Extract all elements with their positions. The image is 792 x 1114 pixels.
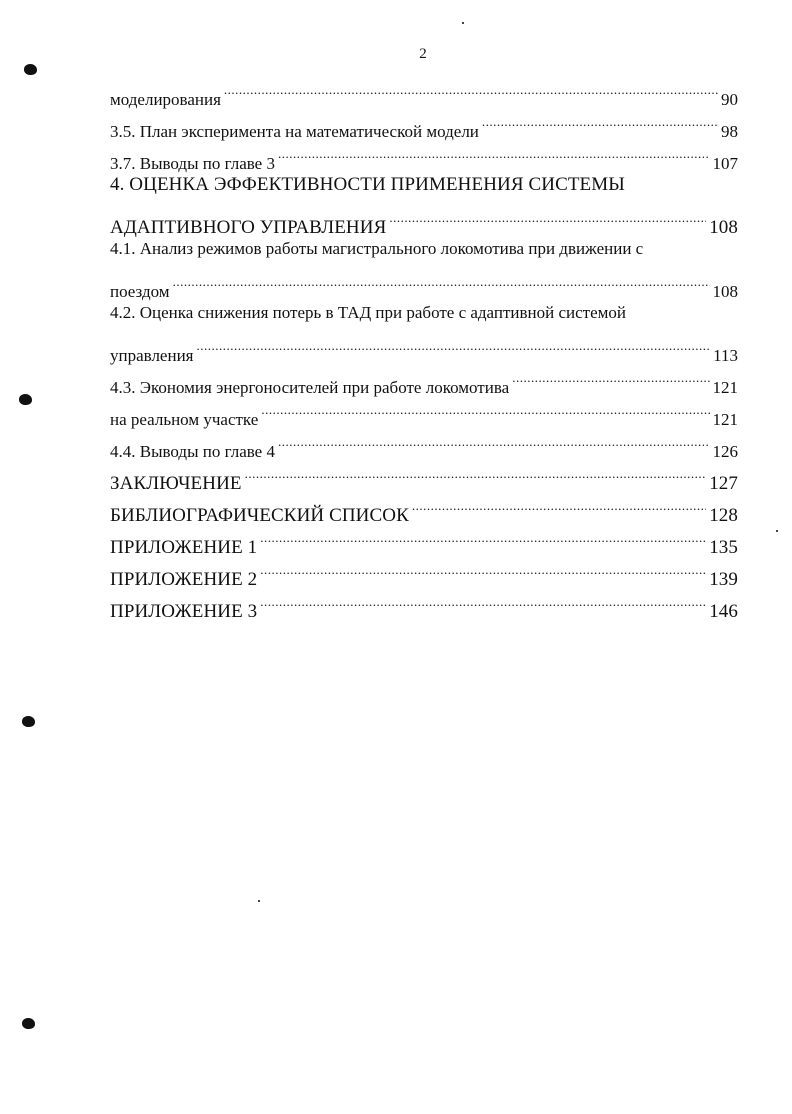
toc-entry [110,233,738,265]
toc-entry-label: 4.1. Анализ режимов работы магистрального локомотива при движении с [110,239,644,258]
toc-entry-label: 3.5. План эксперимента на математической модели [110,122,479,141]
punch-hole-mark [19,394,32,405]
toc-dot-leader [197,329,711,361]
toc-entry-page: 146 [709,601,738,622]
toc-entry [110,73,738,109]
toc-dot-leader [278,137,710,169]
toc-dot-leader [224,73,718,105]
toc-entry-label: ПРИЛОЖЕНИЕ 1 [110,537,258,558]
toc-entry-page: 121 [712,378,738,397]
toc-entry-page: 108 [709,217,738,238]
toc-entry-page: 107 [712,154,738,173]
toc-entry-page: 126 [712,442,738,461]
toc-entry-label: ЗАКЛЮЧЕНИЕ [110,473,242,494]
toc-entry-label: поездом [110,282,170,301]
toc-entry [110,169,738,201]
toc-dot-leader [512,361,709,393]
toc-dot-leader [260,585,706,617]
punch-hole-mark [24,64,37,75]
toc-entry-label: ПРИЛОЖЕНИЕ 2 [110,569,258,590]
toc-dot-leader [245,457,707,489]
toc-dot-leader [412,489,706,521]
toc-entry-label: ПРИЛОЖЕНИЕ 3 [110,601,258,622]
toc-entry-label: на реальном участке [110,410,259,429]
scan-speck [776,530,778,532]
toc-entry-label: БИБЛИОГРАФИЧЕСКИЙ СПИСОК [110,505,409,526]
toc-entry [110,201,738,238]
toc-dot-leader [173,265,710,297]
toc-entry-page: 121 [712,410,738,429]
toc-entry [110,297,738,329]
page-number: 2 [419,46,427,62]
toc-entry-page: 139 [709,569,738,590]
toc-dot-leader [278,425,710,457]
toc-entry-label: управления [110,346,194,365]
toc-entry-page: 108 [712,282,738,301]
toc-entry-page: 127 [709,473,738,494]
toc-entry-label: моделирования [110,90,221,109]
toc-entry [110,361,738,397]
toc-entry-page: 135 [709,537,738,558]
toc-entry [110,265,738,301]
toc-dot-leader [389,201,706,233]
toc-entry-label: 3.7. Выводы по главе 3 [110,154,275,173]
punch-hole-mark [22,1018,35,1029]
punch-hole-mark [22,716,35,727]
toc-entry-page: 90 [721,90,738,109]
scan-speck [462,22,464,24]
toc-entry-page: 113 [713,346,738,365]
scan-speck [258,900,260,902]
toc-entry-label: 4.3. Экономия энергоносителей при работе локомотива [110,378,510,397]
toc-dot-leader [260,521,706,553]
toc-entry-page: 98 [721,122,738,141]
toc-dot-leader [260,553,706,585]
toc-entry-label: 4.4. Выводы по главе 4 [110,442,275,461]
toc-entry-label: 4. ОЦЕНКА ЭФФЕКТИВНОСТИ ПРИМЕНЕНИЯ СИСТЕМЫ [110,174,625,195]
toc-dot-leader [482,105,718,137]
toc-entry-label: 4.2. Оценка снижения потерь в ТАД при работе с адаптивной системой [110,303,626,322]
toc-entry [110,329,738,365]
toc-entry-label: АДАПТИВНОГО УПРАВЛЕНИЯ [110,217,387,238]
table-of-contents [110,73,738,622]
toc-entry-page: 128 [709,505,738,526]
toc-dot-leader [261,393,709,425]
